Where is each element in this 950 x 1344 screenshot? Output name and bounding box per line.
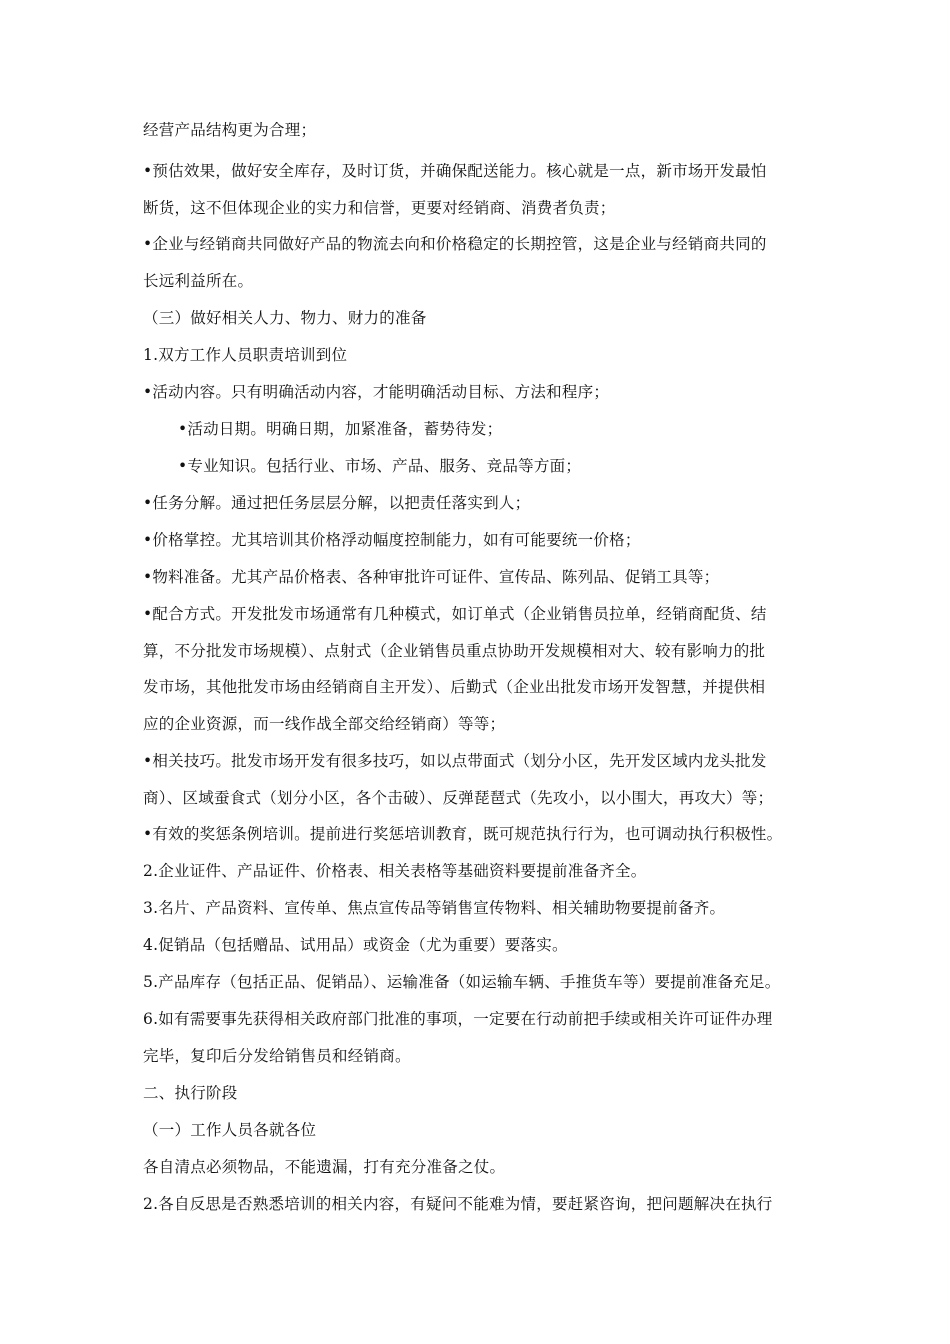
text-line: 长远利益所在。 <box>143 271 254 290</box>
text-line: 3.名片、产品资料、宣传单、焦点宣传品等销售宣传物料、相关辅助物要提前备齐。 <box>143 899 726 917</box>
section-heading <box>143 300 813 337</box>
text-line: •专业知识。包括行业、市场、产品、服务、竞品等方面； <box>178 457 582 475</box>
bullet-paragraph <box>143 743 813 816</box>
bullet-paragraph <box>143 522 813 559</box>
text-line: 1.双方工作人员职责培训到位 <box>143 346 348 364</box>
text-line: •配合方式。开发批发市场通常有几种模式，如订单式（企业销售员拉单，经销商配货、结 <box>143 605 767 623</box>
text-line: 各自清点必须物品，不能遗漏，打有充分准备之仗。 <box>143 1158 506 1176</box>
text-line: 算，不分批发市场规模）、点射式（企业销售员重点协助开发规模相对大、较有影响力的批 <box>143 641 766 660</box>
numbered-item <box>143 1186 813 1223</box>
bullet-paragraph <box>143 559 813 596</box>
text-line: 6.如有需要事先获得相关政府部门批准的事项，一定要在行动前把手续或相关许可证件办理 <box>143 1010 773 1028</box>
text-line: 发市场，其他批发市场由经销商自主开发）、后勤式（企业出批发市场开发智慧，并提供相 <box>143 678 766 697</box>
indented-bullet <box>178 411 848 448</box>
text-line: 完毕，复印后分发给销售员和经销商。 <box>143 1046 411 1065</box>
numbered-item <box>143 927 813 964</box>
indented-bullet <box>178 448 848 485</box>
text-line: 经营产品结构更为合理； <box>143 121 317 139</box>
text-line: •任务分解。通过把任务层层分解，以把责任落实到人； <box>143 494 531 512</box>
numbered-item <box>143 890 813 927</box>
subsection-heading <box>143 337 813 374</box>
text-line: （三）做好相关人力、物力、财力的准备 <box>143 309 427 327</box>
text-line: 2.各自反思是否熟悉培训的相关内容，有疑问不能难为情，要赶紧咨询，把问题解决在执行 <box>143 1195 773 1213</box>
text-line: •活动内容。只有明确活动内容，才能明确活动目标、方法和程序； <box>143 383 610 401</box>
paragraph <box>143 112 813 149</box>
text-line: 应的企业资源，而一线作战全部交给经销商）等等； <box>143 714 506 733</box>
numbered-item <box>143 964 813 1001</box>
text-line: •活动日期。明确日期，加紧准备，蓄势待发； <box>178 420 503 438</box>
text-line: 二、执行阶段 <box>143 1084 238 1102</box>
text-line: 2.企业证件、产品证件、价格表、相关表格等基础资料要提前准备齐全。 <box>143 862 647 880</box>
section-heading <box>143 1075 813 1112</box>
text-line: 断货，这不但体现企业的实力和信誉，更要对经销商、消费者负责； <box>143 198 616 217</box>
text-line: •企业与经销商共同做好产品的物流去向和价格稳定的长期控管，这是企业与经销商共同的 <box>143 235 767 253</box>
text-line: •物料准备。尤其产品价格表、各种审批许可证件、宣传品、陈列品、促销工具等； <box>143 568 720 586</box>
paragraph <box>143 1149 813 1186</box>
text-line: 4.促销品（包括赠品、试用品）或资金（尤为重要）要落实。 <box>143 936 568 954</box>
bullet-paragraph <box>143 226 813 299</box>
bullet-paragraph <box>143 485 813 522</box>
text-line: 5.产品库存（包括正品、促销品）、运输准备（如运输车辆、手推货车等）要提前准备充足。 <box>143 973 781 991</box>
bullet-paragraph <box>143 153 813 226</box>
bullet-paragraph <box>143 816 813 853</box>
bullet-paragraph <box>143 596 813 742</box>
numbered-item <box>143 853 813 890</box>
numbered-item <box>143 1001 813 1074</box>
text-line: •价格掌控。尤其培训其价格浮动幅度控制能力，如有可能要统一价格； <box>143 531 641 549</box>
text-line: •有效的奖惩条例培训。提前进行奖惩培训教育，既可规范执行行为，也可调动执行积极性。 <box>143 825 783 843</box>
text-line: （一）工作人员各就各位 <box>143 1121 317 1139</box>
bullet-paragraph <box>143 374 813 411</box>
text-line: •预估效果，做好安全库存，及时订货，并确保配送能力。核心就是一点，新市场开发最怕 <box>143 162 767 180</box>
text-line: •相关技巧。批发市场开发有很多技巧，如以点带面式（划分小区，先开发区域内龙头批发 <box>143 752 767 770</box>
text-line: 商）、区域蚕食式（划分小区，各个击破）、反弹琵琶式（先攻小，以小围大，再攻大）等； <box>143 788 774 807</box>
subsection-heading <box>143 1112 813 1149</box>
